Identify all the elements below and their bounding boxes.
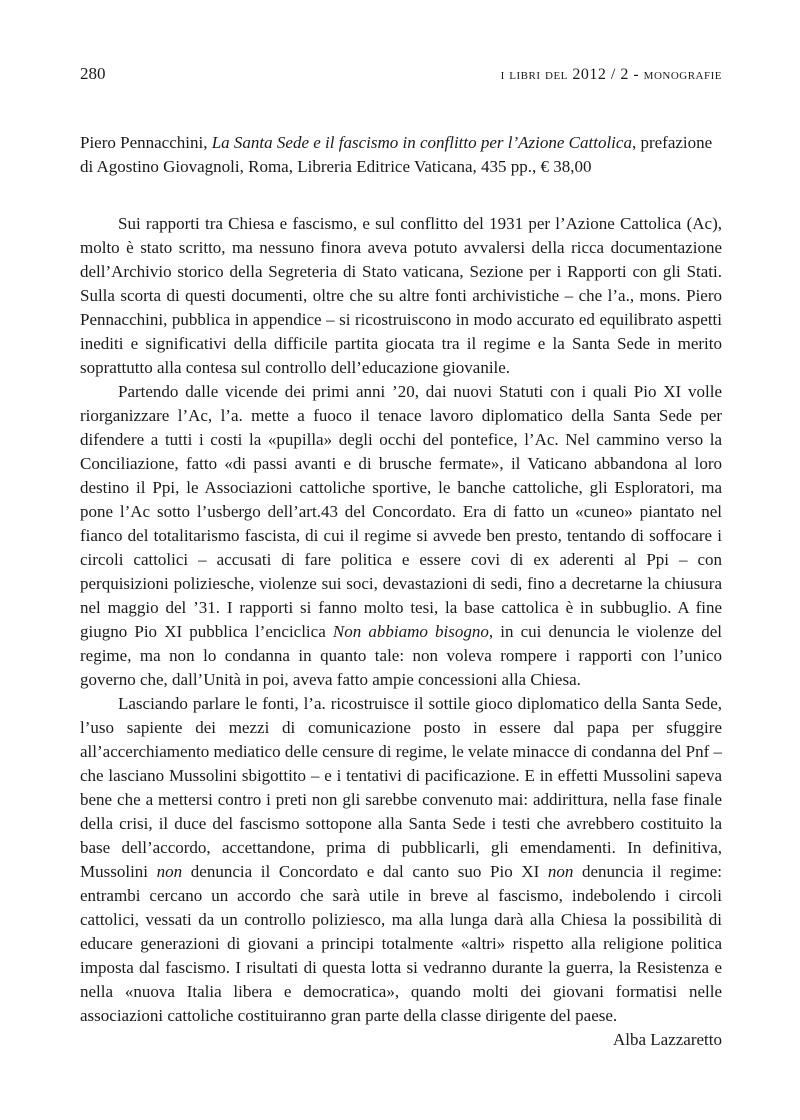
- book-citation: [80, 131, 722, 179]
- running-head: i libri del 2012 / 2 - monografie: [500, 66, 722, 83]
- paragraph-1: Sui rapporti tra Chiesa e fascismo, e sul conflitto del 1931 per l’Azione Cattolica (Ac), molto è stato scritto, ma nessuno finora aveva potuto avvalersi della ricca documentazione dell’Archivio storico della Segreteria di Stato vaticana, Sezione per i Rapporti con gli Stati. Sulla scorta di questi documenti, oltre che su altre fonti archivistiche – che l’a., mons. Piero Pennacchini, pubblica in appendice – si ricostruiscono in modo accurato ed equilibrato aspetti inediti e significativi della difficile partita giocata tra il regime e la Santa Sede in merito soprattutto alla contesa sul controllo dell’educazione giovanile.: [80, 214, 722, 377]
- paragraph-3-text-b: denuncia il Concordato e dal canto suo Pio XI: [182, 862, 548, 881]
- emphasis-non-2: non: [547, 862, 574, 881]
- reviewer-signature: Alba Lazzaretto: [612, 1030, 722, 1049]
- page-number: 280: [80, 64, 106, 83]
- paragraph-2: [80, 380, 722, 692]
- review-content: [80, 131, 722, 1052]
- encyclical-title: Non abbiamo bisogno: [332, 622, 489, 641]
- citation-details: , prefazione di Agostino Giovagnoli, Roma, Libreria Editrice Vaticana, 435 pp., € 38,00: [80, 133, 713, 176]
- paragraph-3-text-c: denuncia il regime: entrambi cercano un accordo che sarà utile in breve al fascismo, indebolendo i circoli cattolici, vessati da un controllo poliziesco, ma alla lunga darà alla Chiesa la possibilità di educare generazioni di giovani a principi totalmente «altri» rispetto alla religione politica imposta dal fascismo. I risultati di questa lotta si vedranno durante la guerra, la Resistenza e nella «nuova Italia libera e democratica», quando molti dei giovani formatisi nelle associazioni cattoliche costituiranno gran parte della classe dirigente del paese.: [80, 862, 722, 1025]
- emphasis-non-1: non: [156, 862, 183, 881]
- citation-author: Piero Pennacchini,: [80, 133, 212, 152]
- paragraph-3-text-a: Lasciando parlare le fonti, l’a. ricostruisce il sottile gioco diplomatico della Santa Sede, l’uso sapiente dei mezzi di comunicazione posto in essere dal papa per sfuggire all’accerchiamento mediatico delle censure di regime, le velate minacce di condanna del Pnf – che lasciano Mussolini sbigottito – e i tentativi di pacificazione. E in effetti Mussolini sapeva bene che a mettersi contro i preti non gli sarebbe convenuto mai: addirittura, nella fase finale della crisi, il duce del fascismo sottopone alla Santa Sede i testi che avrebbero costituito la base dell’accordo, accettandone, prima di pubblicarli, gli emendamenti. In definitiva, Mussolini: [80, 694, 722, 881]
- citation-title: La Santa Sede e il fascismo in conflitto per l’Azione Cattolica: [211, 133, 632, 152]
- paragraph-3: [80, 692, 722, 1028]
- page-header: [80, 64, 722, 84]
- paragraph-2-text-b: , in cui denuncia le violenze del regime, ma non lo condanna in quanto tale: non voleva rompere i rapporti con l’unico governo che, dall’Unità in poi, aveva fatto ampie concessioni alla Chiesa.: [80, 622, 722, 689]
- paragraph-2-text-a: Partendo dalle vicende dei primi anni ’20, dai nuovi Statuti con i quali Pio XI volle riorganizzare l’Ac, l’a. mette a fuoco il tenace lavoro diplomatico della Santa Sede per difendere a tutti i costi la «pupilla» degli occhi del pontefice, l’Ac. Nel cammino verso la Conciliazione, fatto «di passi avanti e di brusche fermate», il Vaticano abbandona al loro destino il Ppi, le Associazioni cattoliche sportive, le banche cattoliche, gli Esploratori, ma pone l’Ac sotto l’usbergo dell’art.43 del Concordato. Era di fatto un «cuneo» piantato nel fianco del totalitarismo fascista, di cui il regime si avvede ben presto, tentando di soffocare i circoli cattolici – accusati di fare politica e essere covi di ex aderenti al Ppi – con perquisizioni poliziesche, violenze sui soci, devastazioni di sedi, fino a decretarne la chiusura nel maggio del ’31. I rapporti si fanno molto tesi, la base cattolica è in subbuglio. A fine giugno Pio XI pubblica l’enciclica: [80, 382, 722, 641]
